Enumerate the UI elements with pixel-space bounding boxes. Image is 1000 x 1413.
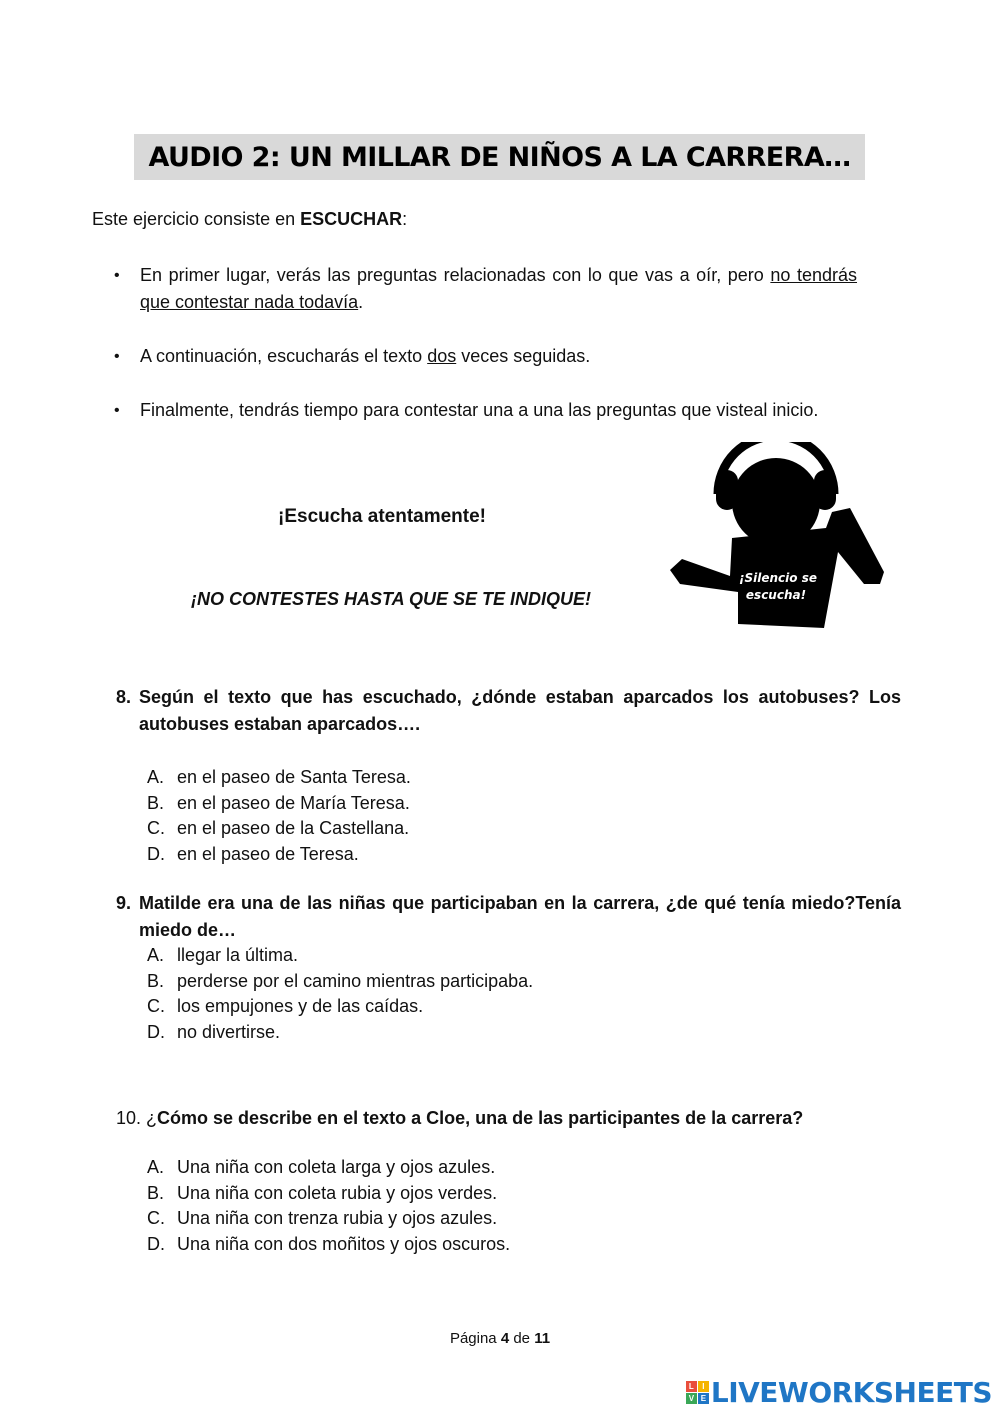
answer-option[interactable] <box>147 943 533 969</box>
intro-keyword: ESCUCHAR <box>300 209 403 229</box>
option-text: Una niña con coleta rubia y ojos verdes. <box>177 1182 498 1203</box>
page-title: AUDIO 2: UN MILLAR DE NIÑOS A LA CARRERA… <box>148 141 851 173</box>
title-banner <box>134 134 865 180</box>
option-letter: C. <box>147 818 165 839</box>
option-text: en el paseo de María Teresa. <box>177 792 410 813</box>
underlined-text: dos <box>427 346 457 366</box>
instructions-list <box>112 262 857 451</box>
answer-option[interactable] <box>147 1181 510 1207</box>
question-9-options <box>147 943 533 1046</box>
option-text: en el paseo de Teresa. <box>177 844 359 865</box>
of-label: de <box>513 1330 531 1347</box>
instruction-item: • Finalmente, tendrás tiempo para contestar una a una las preguntas que visteal inicio. <box>112 397 857 424</box>
page-footer <box>0 1330 1000 1347</box>
option-letter: D. <box>147 844 165 865</box>
answer-option[interactable] <box>147 1206 510 1232</box>
intro-colon: : <box>402 209 408 229</box>
question-number: 10. <box>116 1108 142 1128</box>
option-text: en el paseo de la Castellana. <box>177 818 410 839</box>
answer-option[interactable] <box>147 1232 510 1258</box>
logo-letter: E <box>698 1393 709 1404</box>
option-text: en el paseo de Santa Teresa. <box>177 767 411 787</box>
option-text: los empujones y de las caídas. <box>177 996 424 1017</box>
answer-option[interactable] <box>147 1020 533 1046</box>
question-number: 8. <box>116 687 132 707</box>
question-10 <box>116 1105 901 1132</box>
question-8 <box>116 684 901 738</box>
liveworksheets-brand[interactable] <box>686 1376 992 1409</box>
question-number: 9. <box>116 893 132 913</box>
instruction-item: • En primer lugar, verás las preguntas relacionadas con lo que vas a oír, pero no tendrás que contestar nada todavía. <box>112 262 857 316</box>
option-text: Una niña con trenza rubia y ojos azules. <box>177 1208 498 1229</box>
question-9 <box>116 890 901 944</box>
option-letter: A. <box>147 767 165 787</box>
answer-option[interactable] <box>147 842 411 868</box>
intro-lead: Este ejercicio consiste en <box>92 209 301 229</box>
question-text: Según el texto que has escuchado, ¿dónde estaban aparcados los autobuses? Los autobuses estaban aparcados…. <box>139 687 901 734</box>
option-letter: C. <box>147 1208 165 1229</box>
question-8-options <box>147 765 411 868</box>
answer-option[interactable] <box>147 1155 510 1181</box>
page-total: 11 <box>534 1330 551 1347</box>
brand-name: LIVEWORKSHEETS <box>710 1376 992 1409</box>
underlined-text: no tendrás que contestar nada todavía <box>140 265 858 312</box>
no-answer-warning: ¡NO CONTESTES HASTA QUE SE TE INDIQUE! <box>191 589 592 609</box>
headphones-person-icon <box>660 442 892 634</box>
illustration-line-2: escucha! <box>745 588 807 602</box>
answer-option[interactable] <box>147 969 533 995</box>
answer-option[interactable] <box>147 791 411 817</box>
option-letter: D. <box>147 1234 165 1255</box>
question-text: Matilde era una de las niñas que participaban en la carrera, ¿de qué tenía miedo?Tenía miedo de… <box>139 893 901 940</box>
illustration-line-1: ¡Silencio se <box>739 571 817 585</box>
option-text: no divertirse. <box>177 1022 281 1043</box>
option-letter: B. <box>147 1182 165 1203</box>
option-letter: C. <box>147 996 165 1017</box>
question-10-options <box>147 1155 510 1258</box>
logo-letter: I <box>698 1381 709 1392</box>
logo-letter: L <box>686 1381 697 1392</box>
option-text: Una niña con dos moñitos y ojos oscuros. <box>177 1234 511 1255</box>
page-number: 4 <box>500 1330 510 1347</box>
option-text: llegar la última. <box>177 945 299 965</box>
question-prefix: ¿ <box>146 1108 157 1128</box>
logo-letter: V <box>686 1393 697 1404</box>
intro-text <box>92 209 407 230</box>
instruction-item: • A continuación, escucharás el texto dos veces seguidas. <box>112 343 857 370</box>
option-text: perderse por el camino mientras participaba. <box>177 970 534 991</box>
answer-option[interactable] <box>147 765 411 791</box>
option-letter: A. <box>147 1157 165 1177</box>
option-letter: D. <box>147 1022 165 1043</box>
option-text: Una niña con coleta larga y ojos azules. <box>177 1157 496 1177</box>
answer-option[interactable] <box>147 816 411 842</box>
option-letter: B. <box>147 970 165 991</box>
listen-heading: ¡Escucha atentamente! <box>278 506 487 527</box>
option-letter: A. <box>147 945 165 965</box>
liveworksheets-logo-icon <box>686 1381 709 1404</box>
question-text: Cómo se describe en el texto a Cloe, una de las participantes de la carrera? <box>157 1108 804 1128</box>
page-label: Página <box>449 1330 497 1347</box>
option-letter: B. <box>147 792 165 813</box>
answer-option[interactable] <box>147 994 533 1020</box>
